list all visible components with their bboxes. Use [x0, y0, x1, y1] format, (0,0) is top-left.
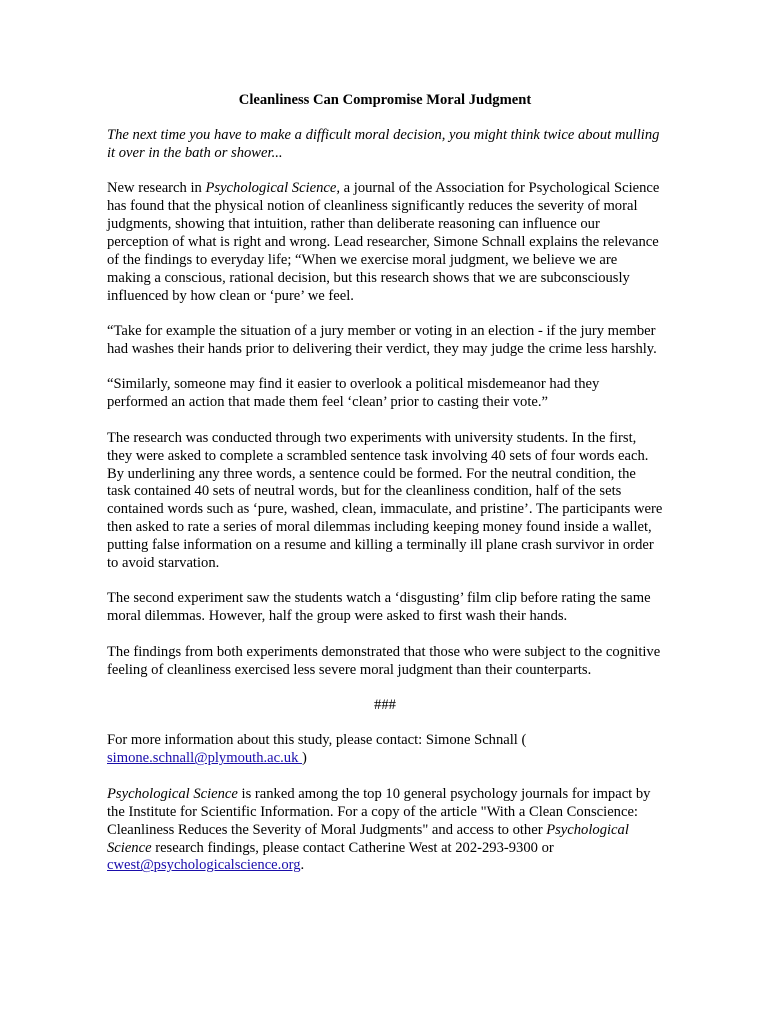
about-end: .: [300, 857, 305, 874]
paragraph-about: [107, 786, 663, 876]
contact-email-link[interactable]: simone.schnall@plymouth.ac.uk: [107, 750, 303, 767]
paragraph-method: The research was conducted through two experiments with university students. In the first, they were asked to complete a scrambled sentence task involving 40 sets of four words each. By underlining any three words, a sentence could be formed. For the neutral condition, the task contained 40 sets of neutral words, but for the cleanliness condition, half of the sets contained words such as ‘pure, washed, clean, immaculate, and pristine’. The participants were then asked to rate a series of moral dilemmas including keeping money found inside a wallet, putting false information on a resume and killing a terminally ill plane crash survivor in order to avoid starvation.: [107, 429, 663, 572]
journal-name: Psychological Science: [107, 785, 238, 802]
about-text-1: is ranked among the top 10 general psychology journals for impact by the Institute for Scientific Information. For a copy of the article "With a Clean Conscience: Cleanliness Reduces the Severity of Moral Judgments" and access to other: [107, 785, 651, 838]
document-title: Cleanliness Can Compromise Moral Judgment: [238, 92, 532, 108]
paragraph-research-pre: New research in: [107, 180, 206, 197]
journal-name: Psychological Science,: [205, 180, 340, 197]
cwest-email-link[interactable]: cwest@psychologicalscience.org: [107, 857, 301, 874]
paragraph-contact: [107, 732, 663, 768]
lede-paragraph: The next time you have to make a difficult moral decision, you might think twice about mulling it over in the bath or shower...: [107, 126, 660, 161]
document-page: [107, 92, 663, 893]
paragraph-jury: “Take for example the situation of a jury member or voting in an election - if the jury member had washes their hands prior to delivering their verdict, they may judge the crime less harshly.: [107, 323, 657, 357]
separator: ###: [374, 697, 396, 714]
paragraph-research: [107, 180, 663, 305]
contact-post: ): [302, 750, 307, 767]
journal-name: Psychological Science: [107, 821, 629, 856]
paragraph-second-experiment: The second experiment saw the students watch a ‘disgusting’ film clip before rating the same moral dilemmas. However, half the group were asked to first wash their hands.: [107, 590, 651, 625]
contact-pre: For more information about this study, please contact: Simone Schnall (: [107, 732, 527, 749]
paragraph-election: “Similarly, someone may find it easier to overlook a political misdemeanor had they performed an action that made them feel ‘clean’ prior to casting their vote.”: [107, 376, 600, 411]
paragraph-research-post: a journal of the Association for Psychological Science has found that the physical notion of cleanliness significantly reduces the severity of moral judgments, showing that intuition, rather than deliberate reasoning can influence our perception of what is right and wrong. Lead researcher, Simone Schnall explains the relevance of the findings to everyday life; “When we exercise moral judgment, we believe we are making a conscious, rational decision, but this research shows that we are subconsciously influenced by how clean or ‘pure’ we feel.: [107, 180, 660, 304]
paragraph-findings: The findings from both experiments demonstrated that those who were subject to the cognitive feeling of cleanliness exercised less severe moral judgment than their counterparts.: [107, 643, 661, 678]
about-text-2: research findings, please contact Catherine West at 202-293-9300 or: [151, 839, 554, 856]
